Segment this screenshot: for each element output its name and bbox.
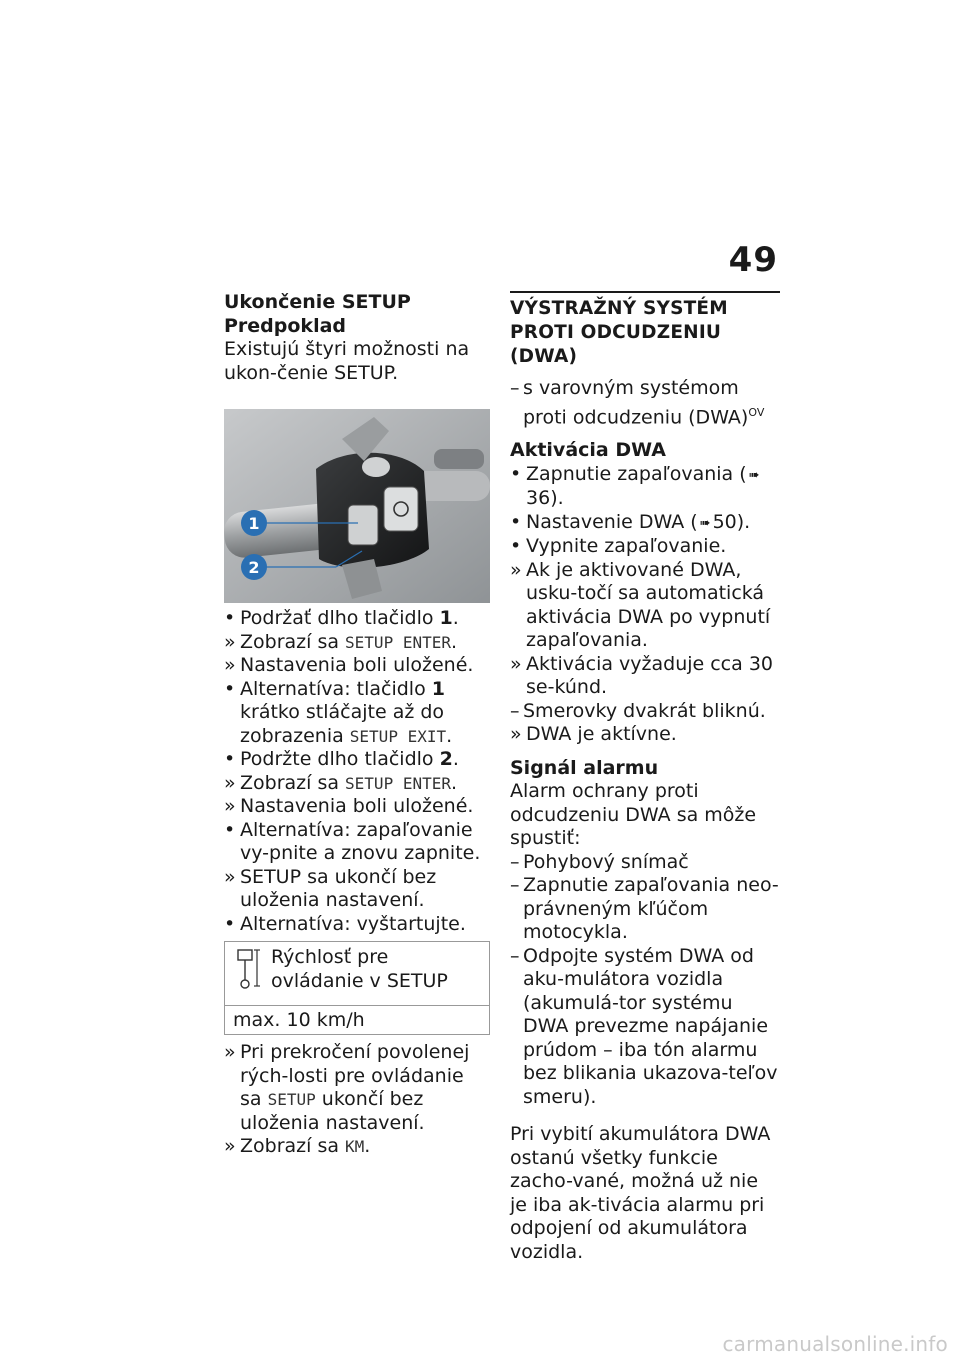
item-text: Zobrazí sa xyxy=(240,1135,346,1157)
alarm-heading: Signál alarmu xyxy=(510,756,659,779)
item-text: Alternatíva: vyštartujte. xyxy=(240,912,466,935)
list-marker: » xyxy=(224,1041,236,1063)
step-item xyxy=(224,678,490,749)
precondition-heading: Predpoklad xyxy=(224,314,347,337)
alarm-items-list xyxy=(510,851,780,1110)
item-text: DWA je aktívne. xyxy=(526,723,677,746)
item-text: Zobrazí sa xyxy=(240,771,346,794)
callout-2-label: 2 xyxy=(248,558,260,577)
list-marker: » xyxy=(510,723,522,746)
activation-step xyxy=(510,511,780,536)
steps-list-a xyxy=(224,607,490,936)
item-text: Odpojte systém DWA od aku-mulátora vozidla (akumulá-tor systému DWA prevezme napájanie prúdom – iba tón alarmu bez blikania ukazova-teľov smeru). xyxy=(523,944,778,1108)
item-text: . xyxy=(452,748,459,770)
spec-table xyxy=(224,941,490,1035)
variant-note xyxy=(510,377,780,429)
step-item xyxy=(224,795,490,819)
alarm-item xyxy=(510,874,780,945)
item-text: ). xyxy=(736,510,751,533)
spec-label: Rýchlosť pre ovládanie v SETUP xyxy=(271,946,448,992)
page-reference: 36 xyxy=(526,487,551,510)
item-text: . xyxy=(452,607,459,629)
steps-list-b xyxy=(224,1041,490,1159)
list-marker: » xyxy=(224,1135,236,1157)
left-column xyxy=(224,291,490,1159)
page-number: 49 xyxy=(728,240,778,280)
alarm-intro: Alarm ochrany proti odcudzeniu DWA sa môže spustiť: xyxy=(510,780,757,850)
step-item xyxy=(224,913,490,937)
item-text: Ak je aktivované DWA, usku-točí sa automatická aktivácia DWA po vypnutí zapaľovania. xyxy=(526,558,771,652)
list-marker: • xyxy=(510,510,522,533)
step-item xyxy=(224,772,490,796)
item-text: Aktivácia vyžaduje cca 30 se-kúnd. xyxy=(526,652,773,699)
button-number: 1 xyxy=(431,677,445,700)
handlebar-switch-illustration xyxy=(224,409,490,603)
variant-sup: OV xyxy=(748,405,765,419)
dwa-section-title: VÝSTRAŽNÝ SYSTÉM PROTI ODCUDZENIU (DWA) xyxy=(510,291,780,369)
item-text: Alternatíva: tlačidlo xyxy=(240,677,432,700)
right-column xyxy=(510,291,780,1264)
item-text: . xyxy=(451,630,458,653)
activation-step xyxy=(510,535,780,559)
display-text: SETUP ENTER xyxy=(345,632,451,652)
activation-step xyxy=(510,653,780,700)
step-item xyxy=(224,748,490,772)
activation-step xyxy=(510,559,780,653)
item-text: Zobrazí sa xyxy=(240,630,346,653)
display-text: SETUP EXIT xyxy=(349,726,447,746)
button-number: 1 xyxy=(439,607,453,629)
activation-heading: Aktivácia DWA xyxy=(510,439,666,462)
list-marker: – xyxy=(510,874,520,897)
variant-text: s varovným systémom proti odcudzeniu (DWA) xyxy=(523,377,749,428)
list-marker: » xyxy=(224,654,236,676)
step-item xyxy=(224,866,490,913)
watermark-footer: carmanualsonline.info xyxy=(722,1332,948,1356)
list-marker: » xyxy=(224,795,236,817)
list-marker: » xyxy=(510,652,522,675)
step-item xyxy=(224,1041,490,1135)
item-text: Podržte dlho tlačidlo xyxy=(240,748,440,770)
item-text: Nastavenia boli uložené. xyxy=(240,795,474,817)
display-text: SETUP xyxy=(267,1090,316,1109)
item-text: krátko stláčajte až do zobrazenia xyxy=(240,701,445,747)
step-item xyxy=(224,607,490,631)
item-text: Nastavenie DWA ( xyxy=(526,510,698,533)
list-marker: – xyxy=(510,377,520,399)
item-text: Nastavenia boli uložené. xyxy=(240,654,474,676)
list-marker: • xyxy=(224,607,236,629)
item-text: ). xyxy=(550,487,564,510)
list-marker: » xyxy=(224,865,236,888)
list-marker: • xyxy=(224,748,236,770)
item-text: SETUP sa ukončí bez uloženia nastavení. xyxy=(240,865,437,911)
item-text: Smerovky dvakrát bliknú. xyxy=(523,699,766,722)
step-item xyxy=(224,1135,490,1159)
alarm-item xyxy=(510,851,780,875)
list-marker: » xyxy=(224,630,236,653)
page-reference-arrow-icon: ➠ xyxy=(699,515,711,531)
button-number: 2 xyxy=(439,748,453,770)
page-reference: 50 xyxy=(712,510,737,533)
section-heading-setup-exit: Ukončenie SETUP xyxy=(224,291,411,313)
display-text: SETUP ENTER xyxy=(345,773,451,793)
item-text: . xyxy=(446,724,453,747)
callout-1-label: 1 xyxy=(248,514,260,533)
activation-step xyxy=(510,723,780,747)
activation-steps-list xyxy=(510,463,780,747)
list-marker: • xyxy=(510,462,522,485)
list-marker: – xyxy=(510,944,520,967)
alarm-item xyxy=(510,945,780,1110)
page-reference-arrow-icon: ➠ xyxy=(748,467,760,483)
item-text: Vypnite zapaľovanie. xyxy=(526,535,727,558)
list-marker: » xyxy=(510,558,522,581)
item-text: ukončí bez uloženia nastavení. xyxy=(240,1088,425,1134)
activation-step xyxy=(510,700,780,724)
step-item xyxy=(224,654,490,678)
handlebar-switch-figure xyxy=(224,409,490,603)
list-marker: » xyxy=(224,771,236,794)
item-text: . xyxy=(451,771,458,794)
activation-step xyxy=(510,463,780,511)
display-text: KM xyxy=(345,1137,365,1156)
list-marker: • xyxy=(510,535,522,558)
list-marker: • xyxy=(224,677,236,700)
item-text: Podržať dlho tlačidlo xyxy=(240,607,440,629)
list-marker: • xyxy=(224,818,236,841)
closing-paragraph: Pri vybití akumulátora DWA ostanú všetky funkcie zacho-vané, možná už nie je iba ak-tivácia alarmu pri odpojení od akumulátora vozidla. xyxy=(510,1123,771,1263)
step-item xyxy=(224,631,490,655)
speedometer-icon xyxy=(235,946,265,999)
list-marker: – xyxy=(510,850,520,873)
spec-value: max. 10 km/h xyxy=(233,1008,365,1031)
item-text: Zapnutie zapaľovania ( xyxy=(526,462,747,485)
step-item xyxy=(224,819,490,866)
item-text: . xyxy=(364,1135,371,1157)
item-text: Alternatíva: zapaľovanie vy-pnite a znovu zapnite. xyxy=(240,818,481,864)
item-text: Pohybový snímač xyxy=(523,850,689,873)
list-marker: – xyxy=(510,699,520,722)
intro-text: Existujú štyri možnosti na ukon-čenie SETUP. xyxy=(224,338,470,384)
list-marker: • xyxy=(224,912,236,935)
item-text: Pri prekročení povolenej rých-losti pre ovládanie sa xyxy=(240,1041,470,1110)
item-text: Zapnutie zapaľovania neo-právneným kľúčom motocykla. xyxy=(523,874,779,944)
